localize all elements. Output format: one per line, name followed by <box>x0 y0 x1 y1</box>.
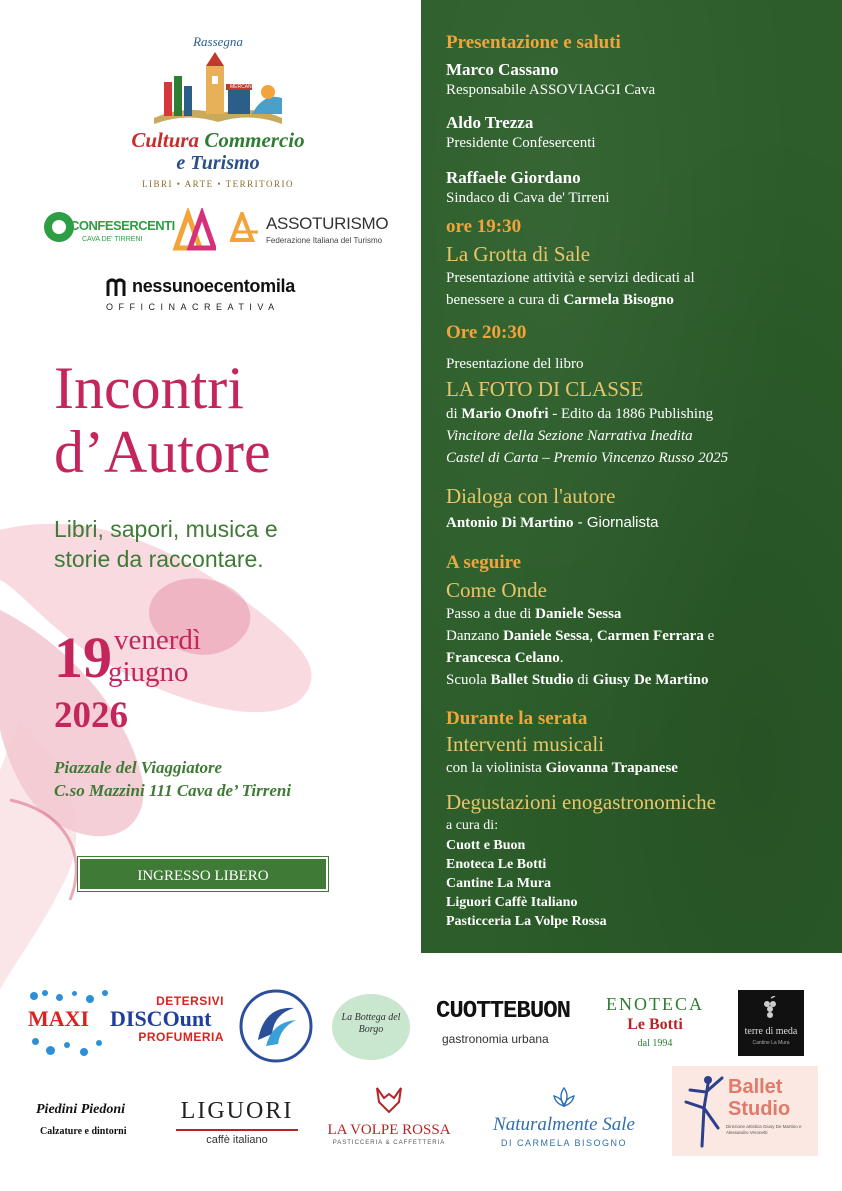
dance-line-2 <box>446 628 714 645</box>
section-greetings-heading: Presentazione e saluti <box>446 32 621 53</box>
time-2030: Ore 20:30 <box>446 322 527 343</box>
book-author-line <box>446 406 713 423</box>
music-line <box>446 760 678 777</box>
subtitle-line-1: Libri, sapori, musica e <box>54 516 278 542</box>
nessuno-icon <box>106 278 128 298</box>
ballet-sub: Direzione artistica Giusy De Martino e Alessandro Veronetti <box>726 1124 802 1135</box>
speaker-3-role: Sindaco di Cava de' Tirreni <box>446 190 610 206</box>
nessuno-officina: OFFICINACREATIVA <box>106 302 280 312</box>
dialogue-line <box>446 514 659 532</box>
dance-school: Ballet Studio <box>490 672 574 688</box>
speaker-2-name: Aldo Trezza <box>446 113 534 132</box>
dance-line-2-text: Danzano <box>446 628 504 644</box>
ballet-line-1: Ballet <box>728 1076 783 1098</box>
maxi-discount-logo <box>26 990 226 1060</box>
circle-emblem-logo-icon <box>238 988 314 1064</box>
book-award-1: Vincitore della Sezione Narrativa Inedita <box>446 428 693 444</box>
dance-line-1-name: Daniele Sessa <box>535 606 622 622</box>
date-month: giugno <box>108 656 189 688</box>
dance-line-2-name-1: Daniele Sessa <box>503 628 590 644</box>
nessuno-logo <box>106 276 336 316</box>
date-day-number: 19 <box>54 625 112 690</box>
tasting-item: Cantine La Mura <box>446 876 551 891</box>
rassegna-logo <box>118 26 318 196</box>
piedini-piedoni-logo <box>36 1096 156 1146</box>
lotus-icon <box>552 1086 576 1110</box>
enoteca-name: Le Botti <box>627 1016 683 1033</box>
grotta-desc-2-text: benessere a cura di <box>446 292 564 308</box>
dance-line-2-post: e <box>703 628 715 644</box>
speaker-3-name: Raffaele Giordano <box>446 168 581 187</box>
partner-logos <box>44 208 404 254</box>
grotta-title: La Grotta di Sale <box>446 242 591 266</box>
speaker-2-role: Presidente Confesercenti <box>446 135 596 151</box>
event-location <box>54 756 291 802</box>
tasting-item: Cuott e Buon <box>446 838 526 853</box>
dance-line-2-sep: , <box>589 628 597 644</box>
cuott-name: CUOTTEBUON <box>436 998 571 1025</box>
a-seguire-heading: A seguire <box>446 552 522 573</box>
dance-line-3-post: . <box>559 650 564 666</box>
enoteca-le-botti-logo <box>580 992 730 1056</box>
grotta-desc-1: Presentazione attività e servizi dedicati al <box>446 270 695 286</box>
tasting-item: Pasticceria La Volpe Rossa <box>446 914 607 929</box>
dance-line-1 <box>446 606 621 623</box>
nessuno-name: nessunoecentomila <box>132 276 295 296</box>
assoturismo-logo <box>230 210 410 250</box>
event-title <box>54 356 271 484</box>
natur-sub: DI CARMELA BISOGNO <box>500 1138 628 1148</box>
ballet-name <box>728 1076 790 1120</box>
dialogue-title: Dialoga con l'autore <box>446 484 616 508</box>
logo-cultura: Cultura <box>131 128 200 152</box>
dance-line-2-name-2: Carmen Ferrara <box>596 628 704 644</box>
grape-icon <box>761 996 781 1024</box>
confesercenti-logo <box>44 210 175 250</box>
grotta-desc-2 <box>446 292 674 309</box>
cuott-sub: gastronomia urbana <box>442 1032 549 1046</box>
terre-di-meda-logo <box>738 990 804 1056</box>
dialogue-role: - Giornalista <box>573 514 659 531</box>
tasting-title: Degustazioni enogastronomiche <box>446 790 717 814</box>
logo-tagline: LIBRI • ARTE • TERRITORIO <box>142 179 294 189</box>
logo-commercio: Commercio <box>204 128 305 152</box>
book-author: Mario Onofri <box>461 406 549 422</box>
tasting-intro: a cura di: <box>446 818 499 833</box>
piedini-sub: Calzature e dintorni <box>40 1126 127 1137</box>
la-volpe-rossa-logo <box>318 1082 460 1152</box>
free-entry-badge: INGRESSO LIBERO <box>78 857 328 891</box>
location-line-1: Piazzale del Viaggiatore <box>54 758 223 777</box>
dance-line-4 <box>446 672 709 689</box>
dance-line-1-text: Passo a due di <box>446 606 536 622</box>
dance-line-4-mid: di <box>573 672 593 688</box>
maxi-profumeria: PROFUMERIA <box>138 1030 224 1044</box>
durante-heading: Durante la serata <box>446 708 588 729</box>
assoturismo-sub: Federazione Italiana del Turismo <box>266 236 383 245</box>
terre-name: terre di meda <box>744 1026 798 1037</box>
dance-line-3-name: Francesca Celano <box>446 650 560 666</box>
tasting-item: Enoteca Le Botti <box>446 857 547 872</box>
liguori-logo <box>170 1098 304 1150</box>
confesercenti-sub: CAVA DE' TIRRENI <box>82 236 143 243</box>
subtitle-line-2: storie da raccontare. <box>54 546 264 572</box>
liguori-name: LIGUORI <box>180 1098 294 1124</box>
volpe-name: LA VOLPE ROSSA <box>327 1122 451 1138</box>
book-publisher: - Edito da 1886 Publishing <box>548 406 714 422</box>
dance-line-3 <box>446 650 563 667</box>
assoturismo-icon <box>230 212 260 242</box>
book-intro: Presentazione del libro <box>446 356 584 372</box>
music-line-text: con la violinista <box>446 760 546 776</box>
location-line-2: C.so Mazzini 111 Cava de’ Tirreni <box>54 781 292 800</box>
naturalmente-sale-logo <box>472 1082 656 1152</box>
logo-rassegna-text: Rassegna <box>193 34 243 49</box>
ballet-studio-logo <box>672 1066 818 1156</box>
enoteca-since: dal 1994 <box>637 1038 673 1049</box>
violinist-name: Giovanna Trapanese <box>545 760 678 776</box>
logo-book-label: MERCANTI <box>230 84 257 90</box>
date-weekday: venerdì <box>114 624 201 656</box>
speaker-1-name: Marco Cassano <box>446 60 559 79</box>
book-town-icon <box>146 48 290 128</box>
volpe-sub: PASTICCERIA & CAFFETTERIA <box>332 1140 446 1146</box>
title-line-1: Incontri <box>54 355 244 421</box>
dance-title: Come Onde <box>446 578 547 602</box>
tasting-item: Liguori Caffè Italiano <box>446 895 578 910</box>
dancer-icon <box>678 1072 724 1150</box>
logo-line-1 <box>118 128 318 153</box>
maxi-detersivi: DETERSIVI <box>156 994 224 1008</box>
music-title: Interventi musicali <box>446 732 605 756</box>
assoviaggi-logo-icon <box>172 208 216 252</box>
bottega-name: La Bottega del Borgo <box>341 1012 401 1035</box>
logo-turismo: e Turismo <box>176 152 260 174</box>
book-award-2: Castel di Carta – Premio Vincenzo Russo 2025 <box>446 450 729 466</box>
terre-sub: Cantine La Mura <box>752 1040 790 1046</box>
cuott-e-buon-logo <box>436 998 571 1054</box>
bottega-del-borgo-logo <box>332 994 410 1060</box>
dialogue-name: Antonio Di Martino <box>446 515 574 531</box>
speaker-1-role: Responsabile ASSOVIAGGI Cava <box>446 82 656 98</box>
program-panel <box>421 0 842 953</box>
dance-director: Giusy De Martino <box>592 672 709 688</box>
book-title: LA FOTO DI CLASSE <box>446 377 644 401</box>
liguori-divider <box>176 1129 298 1131</box>
date-year: 2026 <box>54 695 128 736</box>
title-line-2: d’Autore <box>54 419 271 485</box>
book-by: di <box>446 406 462 422</box>
enoteca-top: ENOTECA <box>606 994 704 1014</box>
confesercenti-name: CONFESERCENTI <box>70 218 175 233</box>
grotta-host-name: Carmela Bisogno <box>563 292 674 308</box>
piedini-name: Piedini Piedoni <box>36 1102 126 1117</box>
assoturismo-name: ASSOTURISMO <box>266 214 389 233</box>
natur-name: Naturalmente Sale <box>493 1114 635 1135</box>
time-1930: ore 19:30 <box>446 216 522 237</box>
fox-icon <box>374 1086 404 1114</box>
ballet-line-2: Studio <box>728 1098 791 1120</box>
liguori-sub: caffè italiano <box>206 1134 268 1146</box>
event-subtitle <box>54 514 278 574</box>
maxi-discount: DISCOunt <box>110 1006 212 1031</box>
left-column <box>0 0 420 960</box>
maxi-maxi: MAXI <box>28 1006 90 1031</box>
dance-line-4-text: Scuola <box>446 672 491 688</box>
